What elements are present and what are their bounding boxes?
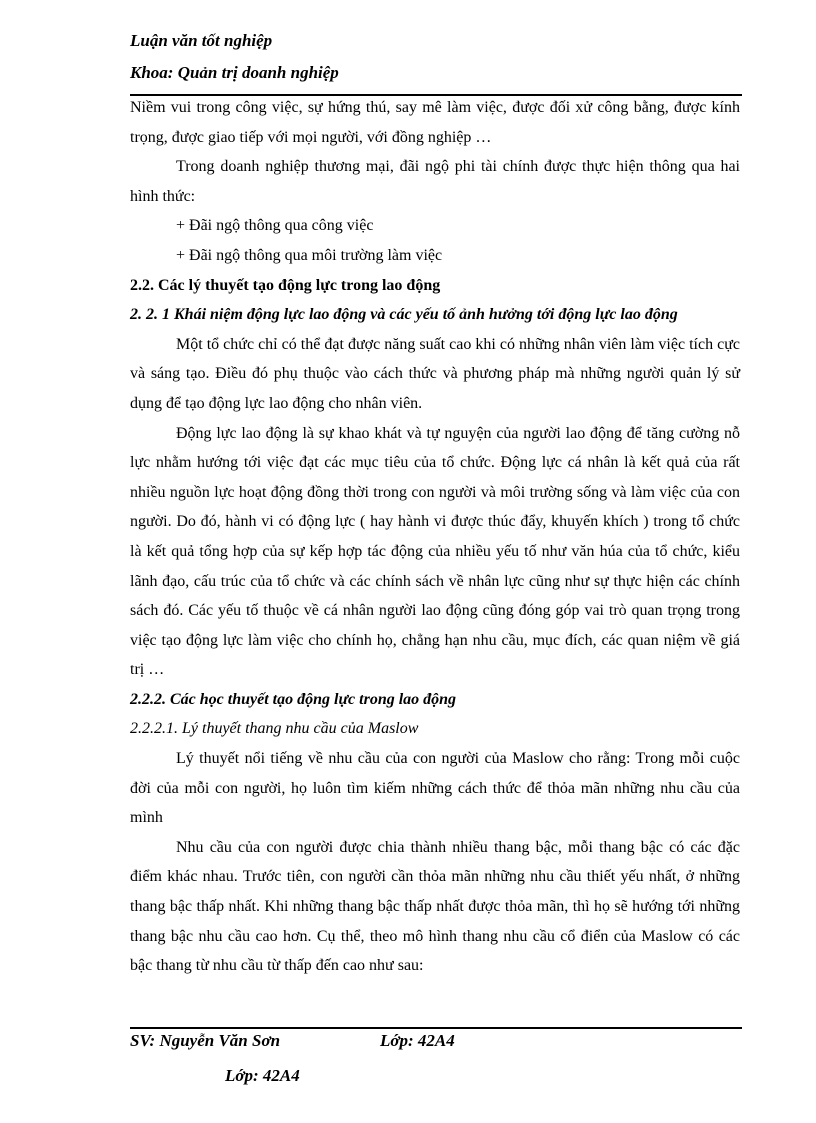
paragraph-motivation-definition: Động lực lao động là sự khao khát và tự nguyện của người lao động để tăng cường nỗ lực nhằm hướng tới việc đạt các mục tiêu của tổ chức. Động lực cá nhân là kết quả của rất nhiều nguồn lực hoạt động đồng thời trong con người và môi trường sống và làm việc của con người. Do đó, hành vi có động lực ( hay hành vi được thúc đẩy, khuyến khích ) trong tổ chức là kết quả tổng hợp của sự kếp hợp tác động của nhiều yếu tố như văn húa của tổ chức, kiểu lãnh đạo, cấu trúc của tổ chức và các chính sách về nhân lực cũng như sự thực hiện các chính sách đó. Các yếu tố thuộc về cá nhân người lao động cũng đóng góp vai trò quan trọng trong việc tạo động lực làm việc cho chính họ, chẳng hạn nhu cầu, mục đích, các quan niệm về giá trị … [130, 424, 740, 679]
paragraph-nonfinancial-forms: Trong doanh nghiệp thương mại, đãi ngộ phi tài chính được thực hiện thông qua hai hình thức: [130, 158, 740, 205]
header-faculty: Khoa: Quản trị doanh nghiệp [130, 63, 339, 82]
heading-2-2-1: 2. 2. 1 Khái niệm động lực lao động và các yếu tố ảnh hưởng tới động lực lao động [130, 306, 678, 324]
heading-2-2: 2.2. Các lý thuyết tạo động lực trong lao động [130, 276, 441, 294]
header-thesis-title: Luận văn tốt nghiệp [130, 31, 273, 50]
footer-student-name: SV: Nguyễn Văn Sơn [130, 1031, 281, 1050]
footer-rule [130, 1027, 742, 1029]
bullet-job-reward: + Đãi ngộ thông qua công việc [176, 217, 374, 235]
paragraph-maslow-levels: Nhu cầu của con người được chia thành nhiều thang bậc, mỗi thang bậc có các đặc điểm khác nhau. Trước tiên, con người cần thỏa mãn những nhu cầu thiết yếu nhất, ở những thang bậc thấp nhất. Khi những thang bậc thấp nhất được thỏa mãn, thì họ sẽ hướng tới những thang bậc nhu cầu cao hơn. Cụ thể, theo mô hình thang nhu cầu cổ điển của Maslow có các bậc thang từ nhu cầu từ thấp đến cao như sau: [130, 838, 740, 975]
heading-2-2-2-1: 2.2.2.1. Lý thuyết thang nhu cầu của Maslow [130, 720, 419, 738]
paragraph-nonfinancial-continued: Niềm vui trong công việc, sự hứng thú, say mê làm việc, được đối xử công bằng, được kính trọng, được giao tiếp với mọi người, với đồng nghiệp … [130, 99, 740, 146]
heading-2-2-2: 2.2.2. Các học thuyết tạo động lực trong lao động [130, 690, 457, 708]
paragraph-productivity: Một tổ chức chỉ có thể đạt được năng suất cao khi có những nhân viên làm việc tích cực và sáng tạo. Điều đó phụ thuộc vào cách thức và phương pháp mà những người quản lý sử dụng để tạo động lực lao động cho nhân viên. [130, 335, 740, 412]
page-body [130, 93, 740, 981]
footer-class: Lớp: 42A4 [380, 1031, 455, 1050]
paragraph-maslow-intro: Lý thuyết nổi tiếng về nhu cầu của con người của Maslow cho rằng: Trong mỗi cuộc đời của mỗi con người, họ luôn tìm kiếm những cách thức để thỏa mãn những nhu cầu của mình [130, 750, 740, 827]
footer-class-repeat: Lớp: 42A4 [225, 1066, 300, 1085]
bullet-environment-reward: + Đãi ngộ thông qua môi trường làm việc [176, 246, 443, 264]
